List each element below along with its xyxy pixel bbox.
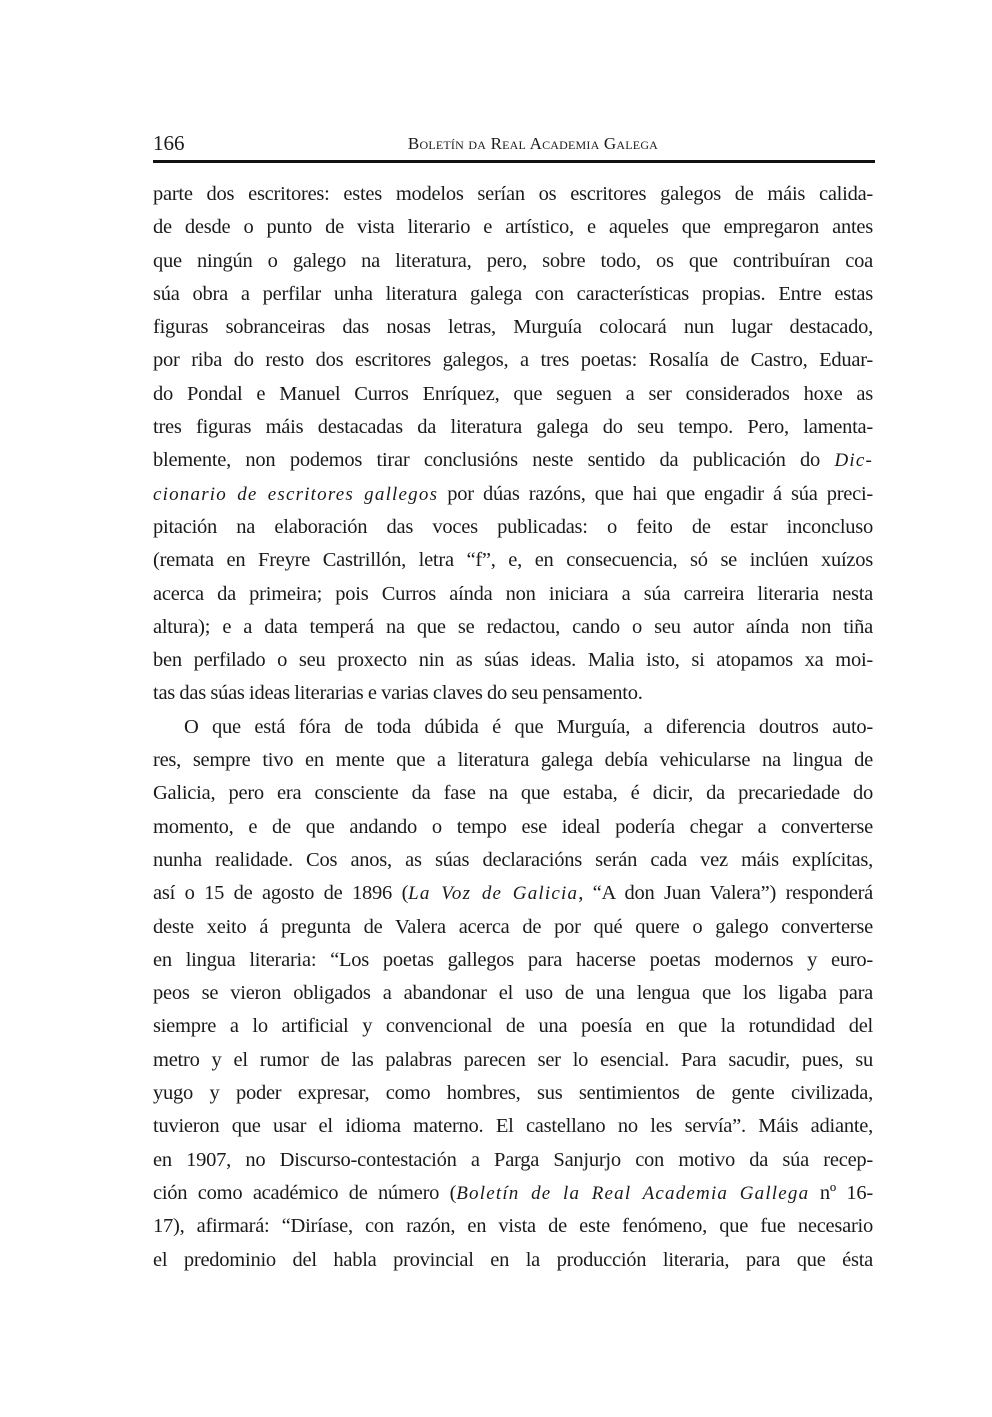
text-line bbox=[153, 811, 873, 844]
text-segment: nº 16- bbox=[809, 1181, 873, 1204]
text-segment: momento, e de que andando o tempo ese ideal podería chegar a converterse bbox=[153, 815, 873, 838]
text-line bbox=[153, 611, 873, 644]
text-segment: acerca da primeira; pois Curros aínda non iniciara a súa carreira literaria nesta bbox=[153, 582, 873, 605]
text-line bbox=[153, 1110, 873, 1143]
header-rule bbox=[153, 160, 875, 163]
text-segment: Galicia, pero era consciente da fase na que estaba, é dicir, da precariedade do bbox=[153, 782, 873, 805]
text-line bbox=[153, 444, 873, 477]
text-line bbox=[153, 844, 873, 877]
text-segment: res, sempre tivo en mente que a literatura galega debía vehicularse na lingua de bbox=[153, 749, 873, 772]
text-line bbox=[153, 1177, 873, 1210]
page-number: 166 bbox=[153, 131, 185, 155]
text-line bbox=[153, 977, 873, 1010]
text-line bbox=[153, 578, 873, 611]
text-line bbox=[153, 1210, 873, 1243]
text-segment: tas das súas ideas literarias e varias claves do seu pensamento. bbox=[153, 682, 643, 705]
text-segment: que ningún o galego na literatura, pero, sobre todo, os que contribuíran coa bbox=[153, 249, 873, 272]
text-segment: pitación na elaboración das voces publicadas: o feito de estar inconcluso bbox=[153, 515, 873, 538]
text-segment: nunha realidade. Cos anos, as súas declaracións serán cada vez máis explícitas, bbox=[153, 848, 873, 871]
italic-title: Boletín de la Real Academia Gallega bbox=[456, 1182, 810, 1204]
text-segment: por riba do resto dos escritores galegos, a tres poetas: Rosalía de Castro, Eduar- bbox=[153, 349, 873, 372]
text-line bbox=[153, 511, 873, 544]
text-line bbox=[153, 311, 873, 344]
text-segment: ben perfilado o seu proxecto nin as súas ideas. Malia isto, si atopamos xa moi- bbox=[153, 649, 873, 672]
text-line bbox=[153, 1010, 873, 1043]
text-line bbox=[153, 877, 873, 910]
text-line bbox=[153, 478, 873, 511]
text-line bbox=[153, 944, 873, 977]
text-line bbox=[153, 1077, 873, 1110]
text-line bbox=[153, 278, 873, 311]
paragraph bbox=[153, 711, 873, 1277]
text-line bbox=[153, 744, 873, 777]
text-line bbox=[153, 344, 873, 377]
text-segment: (remata en Freyre Castrillón, letra “f”, e, en consecuencia, só se inclúen xuízos bbox=[153, 549, 873, 572]
body-text bbox=[153, 178, 873, 1277]
text-segment: siempre a lo artificial y convencional de una poesía en que la rotundidad del bbox=[153, 1015, 873, 1038]
text-segment: yugo y poder expresar, como hombres, sus sentimientos de gente civilizada, bbox=[153, 1082, 873, 1105]
text-segment: altura); e a data temperá na que se redactou, cando o seu autor aínda non tiña bbox=[153, 615, 873, 638]
text-line bbox=[153, 178, 873, 211]
text-segment: O que está fóra de toda dúbida é que Murguía, a diferencia doutros auto- bbox=[184, 715, 873, 738]
italic-title: cionario de escritores gallegos bbox=[153, 483, 439, 505]
text-line bbox=[153, 211, 873, 244]
text-segment: en 1907, no Discurso-contestación a Parga Sanjurjo con motivo da súa recep- bbox=[153, 1148, 873, 1171]
text-line bbox=[153, 911, 873, 944]
text-line bbox=[153, 1144, 873, 1177]
text-segment: do Pondal e Manuel Curros Enríquez, que seguen a ser considerados hoxe as bbox=[153, 382, 873, 405]
text-line bbox=[153, 1244, 873, 1277]
text-line bbox=[153, 644, 873, 677]
italic-title: La Voz de Galicia bbox=[408, 883, 579, 905]
text-line bbox=[153, 1044, 873, 1077]
text-segment: por dúas razóns, que hai que engadir á súa preci- bbox=[438, 482, 873, 505]
text-line bbox=[153, 677, 873, 710]
text-line bbox=[153, 245, 873, 278]
text-segment: súa obra a perfilar unha literatura galega con características propias. Entre estas bbox=[153, 282, 873, 305]
text-segment: metro y el rumor de las palabras parecen ser lo esencial. Para sacudir, pues, su bbox=[153, 1048, 873, 1071]
text-line bbox=[153, 378, 873, 411]
text-line bbox=[153, 544, 873, 577]
text-segment: deste xeito á pregunta de Valera acerca de por qué quere o galego converterse bbox=[153, 915, 873, 938]
text-segment: en lingua literaria: “Los poetas gallegos para hacerse poetas modernos y euro- bbox=[153, 948, 873, 971]
text-line bbox=[153, 711, 873, 744]
text-segment: parte dos escritores: estes modelos serían os escritores galegos de máis calida- bbox=[153, 183, 873, 205]
text-segment: figuras sobranceiras das nosas letras, Murguía colocará nun lugar destacado, bbox=[153, 316, 873, 339]
text-segment: peos se vieron obligados a abandonar el uso de una lengua que los ligaba para bbox=[153, 982, 873, 1005]
text-line bbox=[153, 411, 873, 444]
text-line bbox=[153, 777, 873, 810]
text-segment: blemente, non podemos tirar conclusións neste sentido da publicación do bbox=[153, 449, 835, 472]
text-segment: el predominio del habla provincial en la producción literaria, para que ésta bbox=[153, 1248, 873, 1271]
paragraph bbox=[153, 178, 873, 711]
italic-title: Dic- bbox=[834, 450, 873, 472]
text-segment: tuvieron que usar el idioma materno. El castellano no les servía”. Máis adiante, bbox=[153, 1115, 873, 1138]
text-segment: tres figuras máis destacadas da literatura galega do seu tempo. Pero, lamenta- bbox=[153, 416, 873, 439]
text-segment: así o 15 de agosto de 1896 ( bbox=[153, 882, 409, 905]
text-segment: , “A don Juan Valera”) responderá bbox=[578, 882, 873, 905]
text-segment: 17), afirmará: “Diríase, con razón, en vista de este fenómeno, que fue necesario bbox=[153, 1215, 873, 1238]
text-segment: de desde o punto de vista literario e artístico, e aqueles que empregaron antes bbox=[153, 216, 873, 239]
text-segment: ción como académico de número ( bbox=[153, 1181, 457, 1204]
running-header-title: Boletín da Real Academia Galega bbox=[407, 134, 659, 153]
